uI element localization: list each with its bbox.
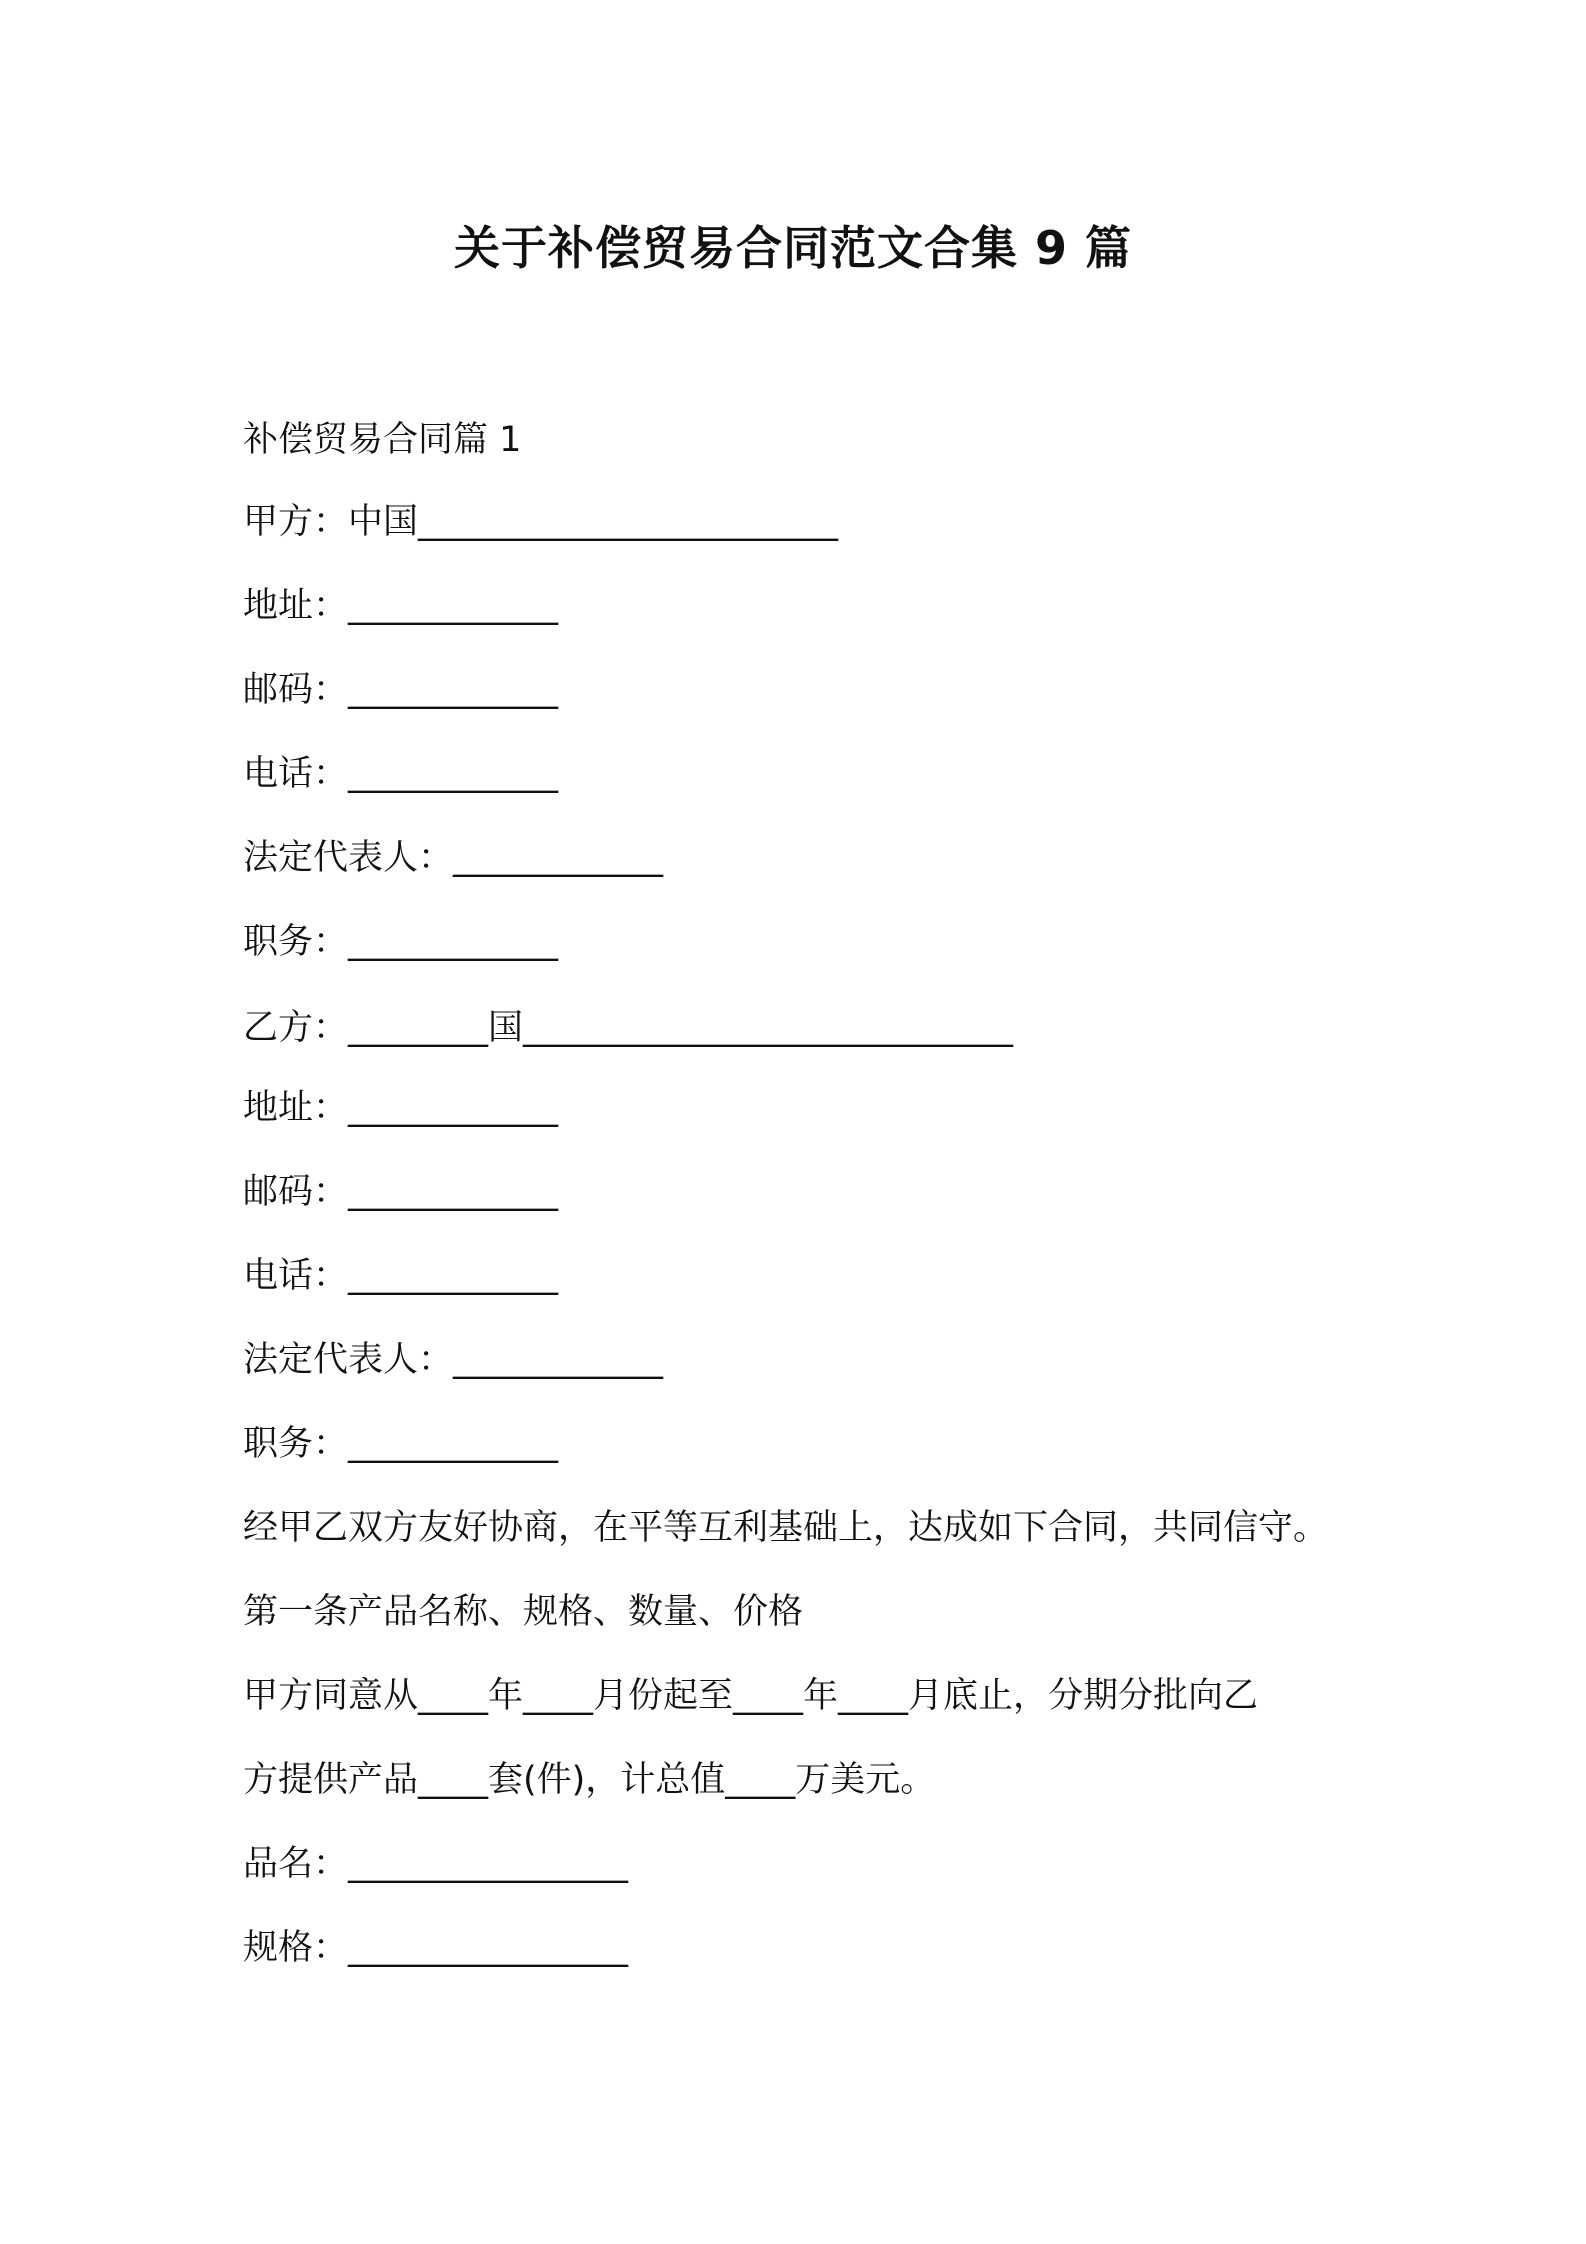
section-heading: 补偿贸易合同篇 1 [243,420,522,460]
party-a-legal-rep: 法定代表人：____________ [243,838,664,878]
party-b-position: 职务：____________ [243,1424,559,1464]
party-a-postcode: 邮码：____________ [243,670,559,710]
product-name-field: 品名：________________ [243,1844,629,1884]
party-a-line: 甲方：中国________________________ [243,502,839,542]
party-b-phone: 电话：____________ [243,1256,559,1296]
preamble-paragraph: 经甲乙双方友好协商，在平等互利基础上，达成如下合同，共同信守。 [243,1508,1329,1548]
party-a-position: 职务：____________ [243,922,559,962]
article-1-text-line-1: 甲方同意从____年____月份起至____年____月底止，分期分批向乙 [243,1676,1259,1716]
party-b-postcode: 邮码：____________ [243,1172,559,1212]
article-1-heading: 第一条产品名称、规格、数量、价格 [243,1592,804,1632]
party-b-line: 乙方：________国____________________________ [243,1008,1014,1048]
article-1-text-line-2: 方提供产品____套(件)，计总值____万美元。 [243,1760,936,1800]
party-b-address: 地址：____________ [243,1088,559,1128]
party-a-address: 地址：____________ [243,586,559,626]
product-spec-field: 规格：________________ [243,1928,629,1968]
page-title: 关于补偿贸易合同范文合集 9 篇 [453,221,1133,275]
party-b-legal-rep: 法定代表人：____________ [243,1340,664,1380]
party-a-phone: 电话：____________ [243,754,559,794]
